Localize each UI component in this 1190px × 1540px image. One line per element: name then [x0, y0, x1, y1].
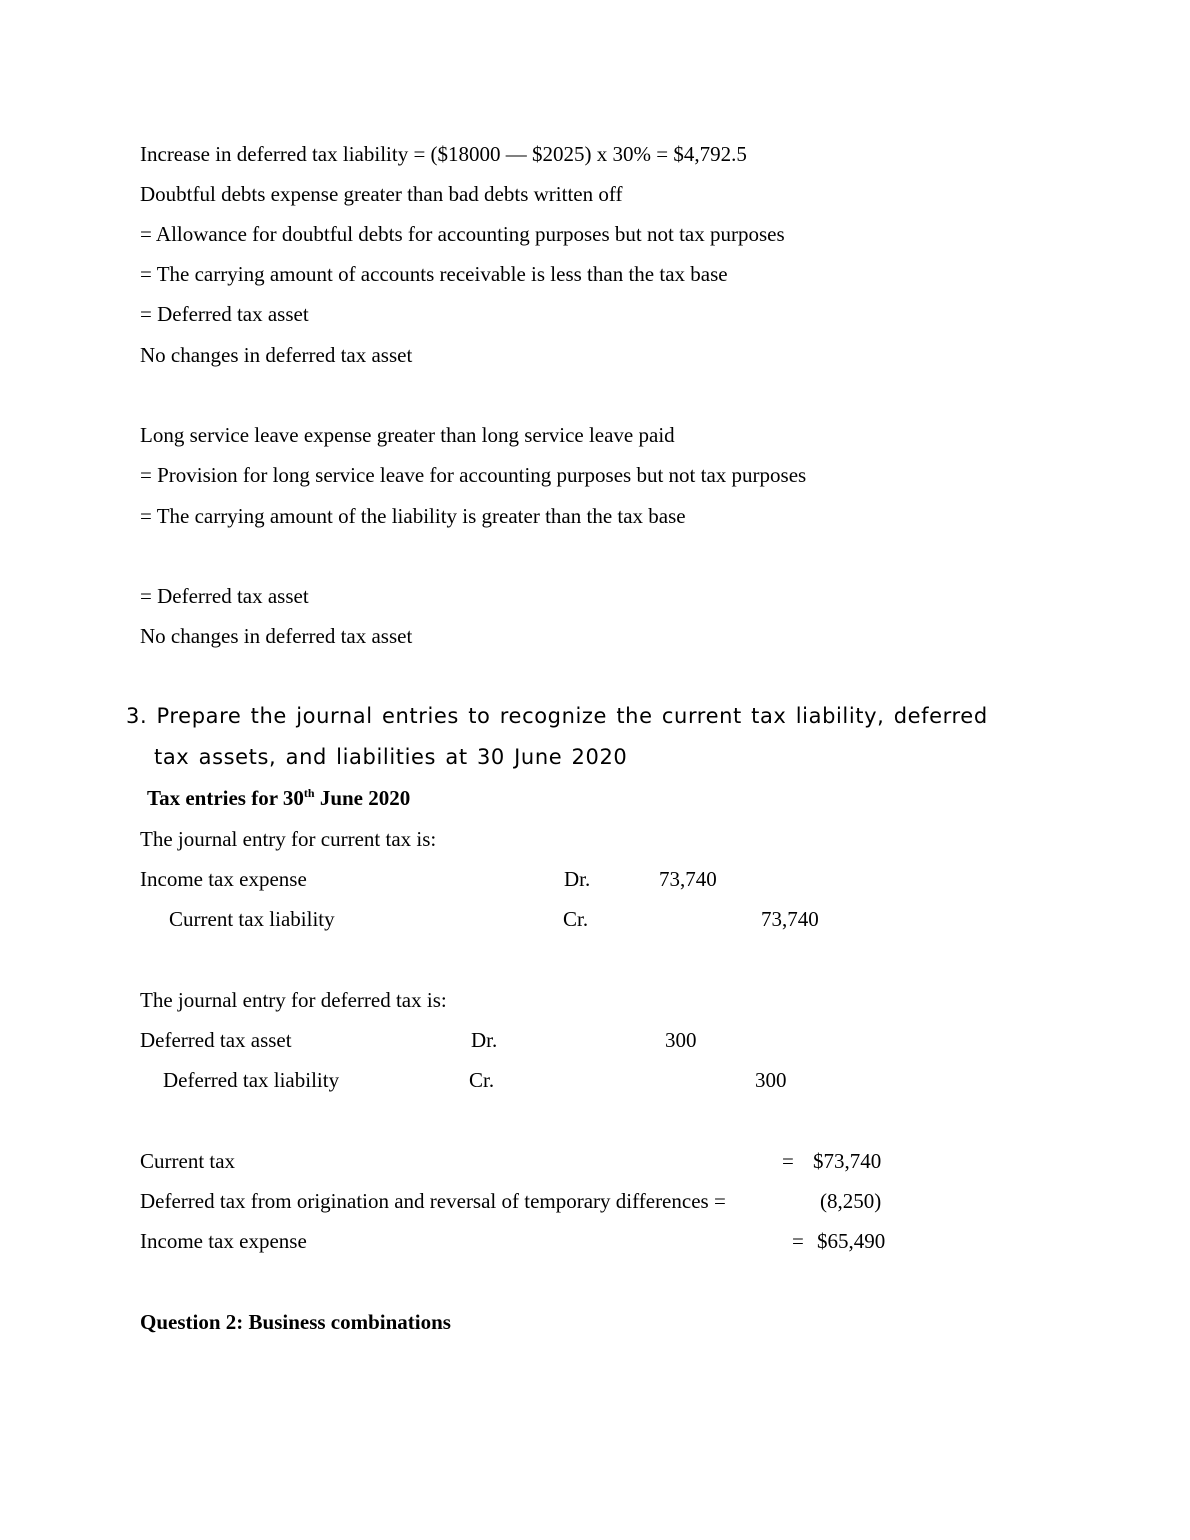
question-3-line-1: 3. Prepare the journal entries to recognize the current tax liability, deferred: [126, 704, 988, 728]
debit-amount: 73,740: [659, 867, 717, 891]
current-tax-equals: =: [782, 1149, 794, 1173]
question-2-heading: Question 2: Business combinations: [140, 1310, 451, 1334]
doubtful-debts-line: Doubtful debts expense greater than bad debts written off: [140, 182, 623, 206]
income-tax-expense-equals: =: [792, 1229, 804, 1253]
income-tax-expense-label: Income tax expense: [140, 1229, 307, 1253]
current-tax-liability-account: Current tax liability: [169, 907, 335, 931]
credit-amount-2: 300: [755, 1068, 787, 1092]
provision-line: = Provision for long service leave for accounting purposes but not tax purposes: [140, 463, 807, 487]
deferred-tax-label: Deferred tax from origination and reversal of temporary differences =: [140, 1189, 726, 1213]
deferred-tax-asset-line: = Deferred tax asset: [140, 302, 309, 326]
question-3-line-2: tax assets, and liabilities at 30 June 2020: [154, 745, 628, 769]
current-tax-value: $73,740: [813, 1149, 882, 1173]
tax-entries-heading: Tax entries for 30th June 2020: [147, 786, 411, 810]
debit-marker: Dr.: [564, 867, 591, 891]
current-tax-label: Current tax: [140, 1149, 236, 1173]
debit-marker-2: Dr.: [471, 1028, 498, 1052]
credit-marker: Cr.: [563, 907, 589, 931]
long-service-leave-line: Long service leave expense greater than long service leave paid: [140, 423, 675, 447]
credit-amount: 73,740: [761, 907, 819, 931]
current-tax-entry-intro: The journal entry for current tax is:: [140, 827, 437, 851]
credit-marker-2: Cr.: [469, 1068, 495, 1092]
deferred-tax-asset-line-2: = Deferred tax asset: [140, 584, 309, 608]
deferred-tax-liability-calc: Increase in deferred tax liability = ($18000 — $2025) x 30% = $4,792.5: [140, 142, 747, 166]
income-tax-expense-value: $65,490: [817, 1229, 886, 1253]
debit-amount-2: 300: [665, 1028, 697, 1052]
deferred-tax-liability-account: Deferred tax liability: [163, 1068, 340, 1092]
carrying-amount-liability-line: = The carrying amount of the liability is greater than the tax base: [140, 504, 686, 528]
deferred-tax-asset-account: Deferred tax asset: [140, 1028, 292, 1052]
deferred-tax-value: (8,250): [820, 1189, 882, 1213]
deferred-tax-entry-intro: The journal entry for deferred tax is:: [140, 988, 447, 1012]
carrying-amount-receivable-line: = The carrying amount of accounts receivable is less than the tax base: [140, 262, 728, 286]
no-changes-line: No changes in deferred tax asset: [140, 343, 413, 367]
allowance-line: = Allowance for doubtful debts for accounting purposes but not tax purposes: [140, 222, 785, 246]
income-tax-expense-account: Income tax expense: [140, 867, 307, 891]
no-changes-line-2: No changes in deferred tax asset: [140, 624, 413, 648]
